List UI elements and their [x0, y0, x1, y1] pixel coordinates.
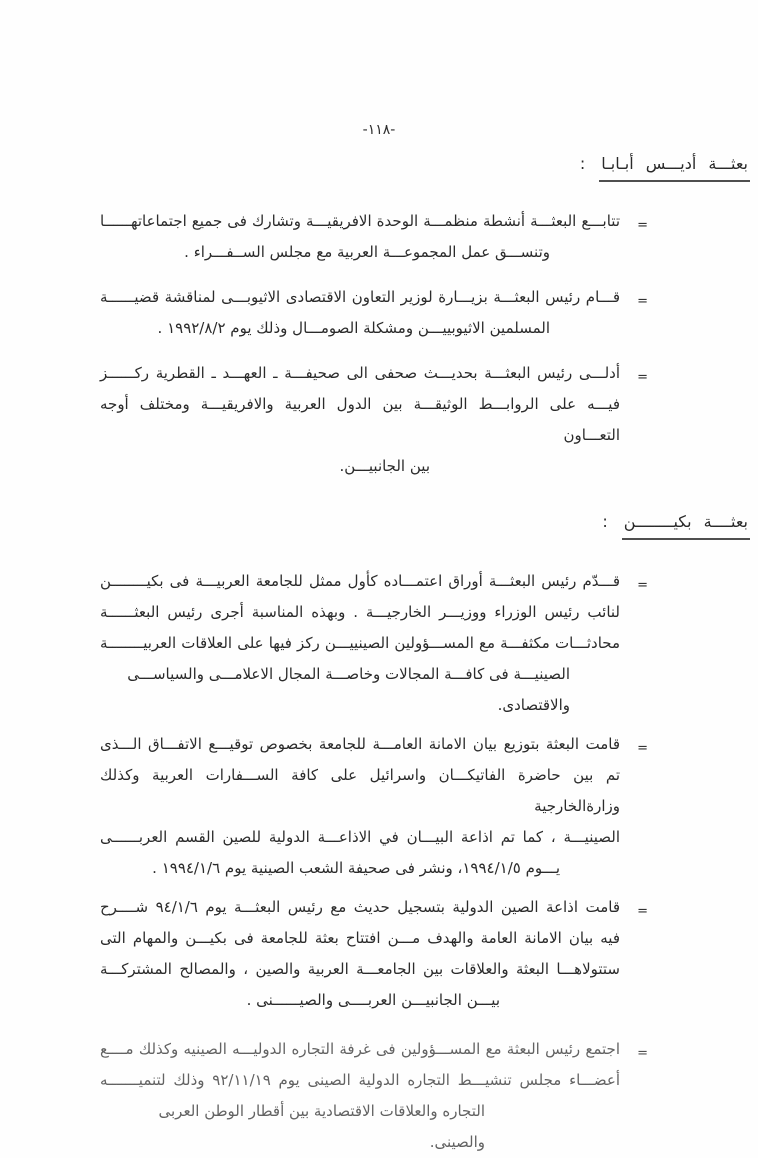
bullet-marker: = [637, 294, 648, 309]
paragraph-line: لنائب رئيس الوزراء ووزيـــر الخارجيـــة . وبهذه المناسبة أجرى رئيس البعثــــــة [100, 603, 620, 621]
bullet-marker: = [637, 904, 648, 919]
paragraph [100, 358, 648, 482]
paragraph [100, 566, 648, 721]
section-title-underlined: بعثـــة أديـــس أبـابـا [599, 154, 750, 182]
paragraph-line: بيـــن الجانبيـــن العربــــى والصيــــــنى . [246, 991, 500, 1009]
section-title-underlined: بعثــــة بكيــــــــن [622, 512, 750, 540]
bullet-marker: = [637, 218, 648, 233]
paragraph-line: بين الجانبيـــن. [339, 457, 430, 475]
heading-colon: : [579, 154, 586, 173]
paragraph [100, 892, 648, 1016]
paragraph-line: وتنســـق عمل المجموعـــة العربية مع مجلس الســفـــراء . [184, 243, 550, 261]
paragraph-line: قـــام رئيس البعثـــة بزيـــارة لوزير التعاون الاقتصادى الاثيوبـــى لمناقشة قضيــــــة [100, 288, 620, 306]
paragraph-line: الصينيـــة فى كافـــة المجالات وخاصـــة المجال الاعلامـــى والسياســـى والاقتصادى. [127, 665, 570, 714]
paragraph-line: أعضـــاء مجلس تنشيـــط التجاره الدولية الصينى يوم ٩٢/١١/١٩ وذلك لتنميـــــــه [100, 1071, 620, 1089]
bullet-marker: = [637, 578, 648, 593]
bullet-marker: = [637, 741, 648, 756]
paragraph-line: تتابـــع البعثـــة أنشطة منظمـــة الوحدة الافريقيـــة وتشارك فى جميع اجتماعاتهــــــا [100, 212, 620, 230]
paragraph [100, 1034, 648, 1158]
paragraph-line: ستتولاهـــا البعثة والعلاقات بين الجامعـــة العربية والصين ، والمصالح المشتركـــة [100, 960, 620, 978]
paragraph-line: اجتمع رئيس البعثة مع المســـؤولين فى غرفة التجاره الدوليـــه الصينيه وكذلك مــــع [100, 1040, 620, 1058]
paragraph-line: أدلـــى رئيس البعثـــة بحديـــث صحفى الى صحيفـــة ـ العهـــد ـ القطرية ركــــــز [100, 364, 620, 382]
paragraph-line: قامت البعثة بتوزيع بيان الامانة العامـــة للجامعة بخصوص توقيـــع الاتفـــاق الـــذى [100, 735, 620, 753]
paragraph-line: المسلمين الاثيوبييـــن ومشكلة الصومـــال وذلك يوم ١٩٩٢/٨/٢ . [157, 319, 550, 337]
paragraph-line: التجاره والعلاقات الاقتصادية بين أقطار الوطن العربى والصينى. [158, 1102, 485, 1151]
bullet-marker: = [637, 370, 648, 385]
paragraph [100, 729, 648, 884]
section-heading-addis-ababa [0, 154, 750, 182]
paragraph-line: الصينيـــة ، كما تم اذاعة البيـــان في الاذاعـــة الدولية للصين القسم العربــــــى [100, 828, 620, 846]
page-number: -١١٨- [362, 122, 396, 138]
paragraph-line: يـــوم ١٩٩٤/١/٥، ونشر فى صحيفة الشعب الصينية يوم ١٩٩٤/١/٦ . [152, 859, 560, 877]
paragraph-line: فيه بيان الامانة العامة والهدف مـــن افتتاح بعثة للجامعة فى بكيـــن والمهام التى [100, 929, 620, 947]
paragraph-line: فيـــه على الروابـــط الوثيقـــة بين الدول العربية والافريقيـــة ومختلف أوجه التعـــاون [100, 395, 620, 444]
heading-colon: : [602, 512, 608, 531]
paragraph [100, 282, 648, 344]
paragraph-line: قـــدّم رئيس البعثـــة أوراق اعتمـــاده كأول ممثل للجامعة العربيـــة فى بكيــــــــن [100, 572, 620, 590]
paragraph-line: قامت اذاعة الصين الدولية بتسجيل حديث مع رئيس البعثـــة يوم ٩٤/١/٦ شــــرح [100, 898, 620, 916]
paragraph-line: تم بين حاضرة الفاتيكـــان واسرائيل على كافة الســـفارات العربية وكذلك وزارةالخارجية [100, 766, 620, 815]
paragraph [100, 206, 648, 268]
paragraph-line: محادثـــات مكثفـــة مع المســـؤولين الصينييـــن ركز فيها على العلاقات العربيــــــــة [100, 634, 620, 652]
bullet-marker: = [637, 1046, 648, 1061]
section-heading-beijing [0, 512, 750, 540]
